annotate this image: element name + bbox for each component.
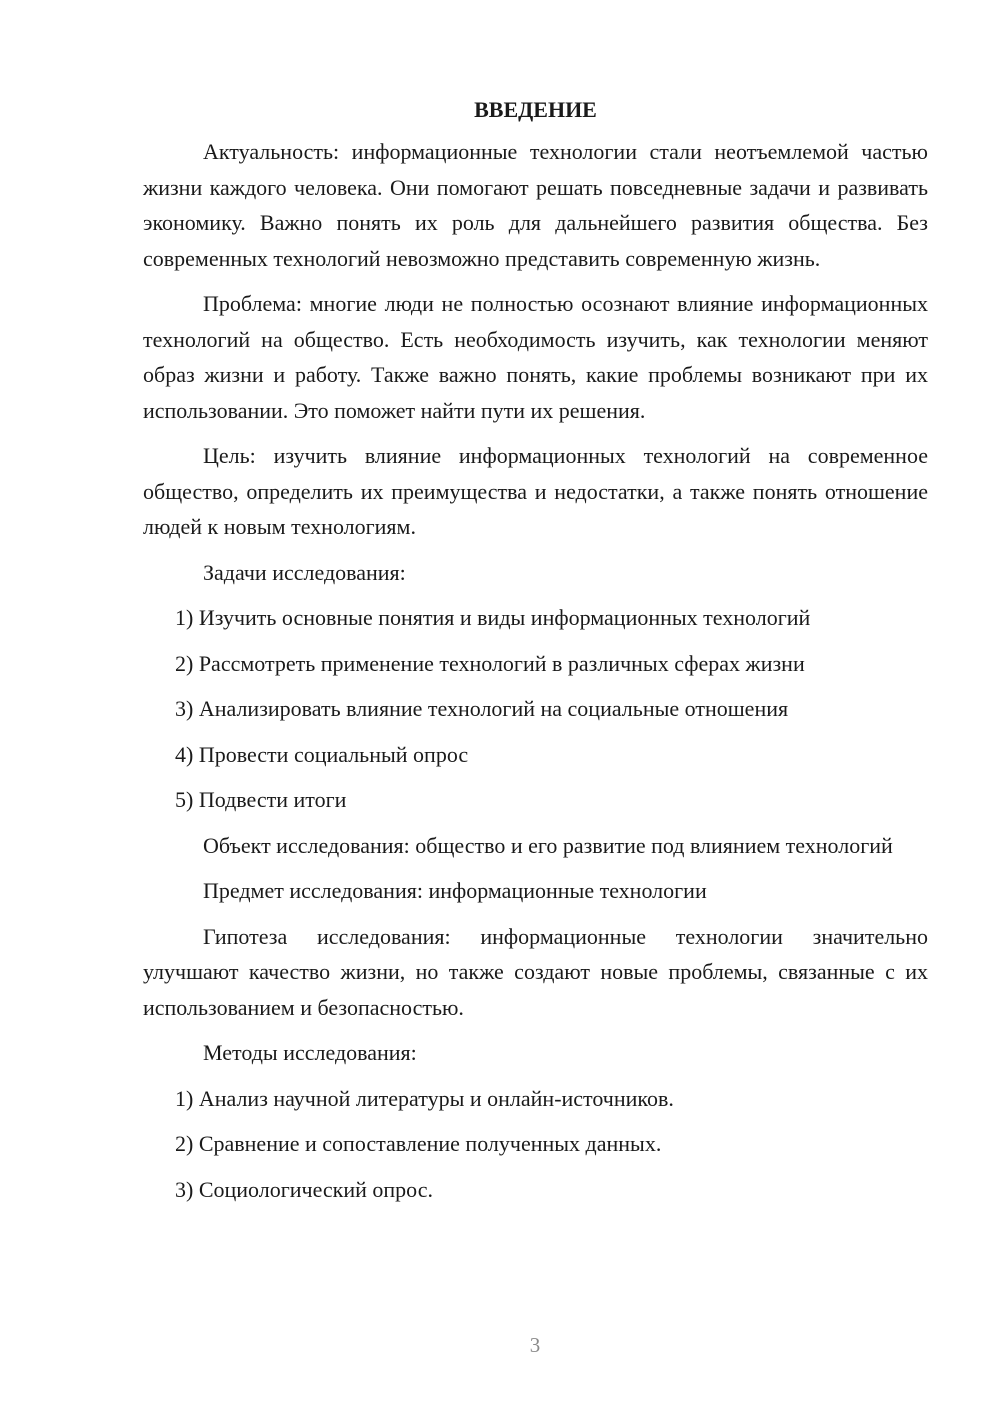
hypothesis-paragraph: Гипотеза исследования: информационные технологии значительно улучшают качество жизни, но также создают новые проблемы, связанные с их использованием и безопасностью. xyxy=(143,923,928,1020)
task-item: 5) Подвести итоги xyxy=(175,787,347,812)
task-item: 4) Провести социальный опрос xyxy=(175,741,469,767)
tasks-list xyxy=(143,600,928,818)
subject-paragraph: Предмет исследования: информационные технологии xyxy=(203,878,707,903)
page-number: 3 xyxy=(529,1333,541,1357)
task-item: 1) Изучить основные понятия и виды информационных технологий xyxy=(175,605,811,630)
goal-paragraph: Цель: изучить влияние информационных технологий на современное общество, определить их преимущества и недостатки, а также понять отношение людей к новым технологиям. xyxy=(143,443,928,539)
task-item: 3) Анализировать влияние технологий на социальные отношения xyxy=(175,696,789,721)
task-item: 2) Рассмотреть применение технологий в различных сферах жизни xyxy=(175,650,805,676)
method-item: 3) Социологический опрос. xyxy=(175,1176,433,1202)
page-content xyxy=(143,92,928,1217)
problem-paragraph: Проблема: многие люди не полностью осознают влияние информационных технологий на общество. Есть необходимость изучить, как технологии меняют образ жизни и работу. Также важно понять, какие проблемы возникают при их использовании. Это поможет найти пути их решения. xyxy=(143,291,928,423)
relevance-paragraph: Актуальность: информационные технологии стали неотъемлемой частью жизни каждого человека. Они помогают решать повседневные задачи и развивать экономику. Важно понять их роль для дальнейшего развития общества. Без современных технологий невозможно представить современную жизнь. xyxy=(143,139,928,271)
method-item: 2) Сравнение и сопоставление полученных данных. xyxy=(175,1131,662,1156)
methods-list xyxy=(143,1081,928,1208)
page-title: ВВЕДЕНИЕ xyxy=(474,97,597,122)
tasks-heading: Задачи исследования: xyxy=(203,559,406,585)
object-paragraph: Объект исследования: общество и его развитие под влиянием технологий xyxy=(203,832,893,858)
methods-heading: Методы исследования: xyxy=(203,1040,417,1065)
method-item: 1) Анализ научной литературы и онлайн-источников. xyxy=(175,1085,674,1111)
